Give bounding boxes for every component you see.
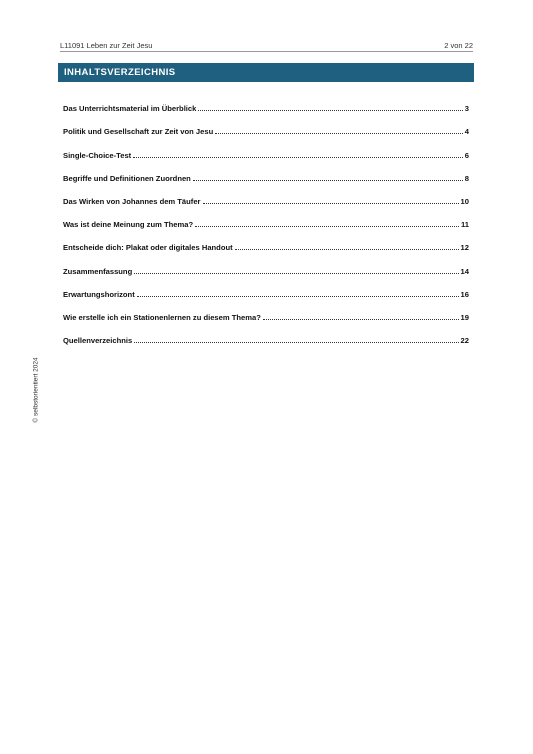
dot-leader — [137, 296, 459, 297]
toc-entry-page: 4 — [464, 127, 469, 137]
toc-entry-page: 10 — [460, 196, 469, 206]
dot-leader — [134, 273, 458, 274]
toc-entry-title: Entscheide dich: Plakat oder digitales Handout — [63, 243, 233, 253]
dot-leader — [193, 180, 463, 181]
dot-leader — [203, 203, 459, 204]
dot-leader — [198, 110, 462, 111]
dot-leader — [215, 133, 463, 134]
toc-heading: INHALTSVERZEICHNIS — [58, 63, 474, 82]
toc-entry[interactable] — [63, 90, 469, 113]
page-header — [60, 41, 473, 50]
toc-entry[interactable] — [63, 229, 469, 252]
dot-leader — [235, 249, 459, 250]
header-divider — [60, 51, 473, 52]
toc-entry-title: Das Wirken von Johannes dem Täufer — [63, 196, 201, 206]
toc-entry-title: Wie erstelle ich ein Stationenlernen zu diesem Thema? — [63, 312, 261, 322]
toc-entry[interactable] — [63, 136, 469, 159]
toc-entry-page: 19 — [460, 312, 469, 322]
toc-entry-title: Quellenverzeichnis — [63, 336, 133, 346]
toc-entry[interactable] — [63, 113, 469, 136]
toc-entry-page: 11 — [460, 220, 469, 230]
toc-entry-page: 3 — [464, 104, 469, 114]
toc-entry[interactable] — [63, 299, 469, 322]
page-indicator: 2 von 22 — [444, 41, 473, 50]
toc-entry-title: Single-Choice-Test — [63, 150, 132, 160]
toc-entry[interactable] — [63, 206, 469, 229]
toc-entry[interactable] — [63, 183, 469, 206]
toc-entry[interactable] — [63, 322, 469, 345]
toc-entry-page: 8 — [464, 173, 469, 183]
toc-entry-title: Zusammenfassung — [63, 266, 133, 276]
toc-entry-title: Begriffe und Definitionen Zuordnen — [63, 173, 191, 183]
toc-entry-page: 22 — [460, 336, 469, 346]
toc-entry-title: Erwartungshorizont — [63, 289, 135, 299]
toc-entry[interactable] — [63, 252, 469, 275]
toc-entry-page: 16 — [460, 289, 469, 299]
toc-entry[interactable] — [63, 160, 469, 183]
toc-entry-page: 14 — [460, 266, 469, 276]
toc-entry[interactable] — [63, 276, 469, 299]
document-title: L11091 Leben zur Zeit Jesu — [60, 41, 153, 50]
toc-entry-page: 12 — [460, 243, 469, 253]
toc-entry-title: Was ist deine Meinung zum Thema? — [63, 220, 194, 230]
toc-entry-page: 6 — [464, 150, 469, 160]
table-of-contents — [63, 90, 469, 345]
copyright-note: © selbstorientiert 2024 — [32, 357, 40, 423]
toc-entry-title: Das Unterrichtsmaterial im Überblick — [63, 104, 197, 114]
dot-leader — [133, 157, 463, 158]
dot-leader — [263, 319, 459, 320]
dot-leader — [134, 342, 458, 343]
dot-leader — [195, 226, 459, 227]
toc-entry-title: Politik und Gesellschaft zur Zeit von Jesu — [63, 127, 214, 137]
